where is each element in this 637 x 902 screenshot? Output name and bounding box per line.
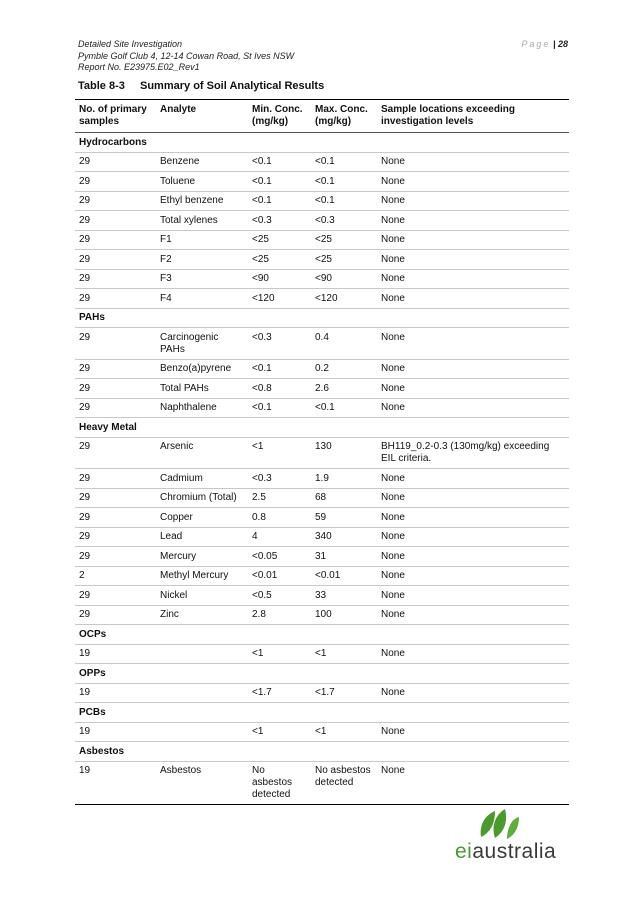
cell-min: <0.3 [248,469,311,489]
section-title: Asbestos [75,742,569,762]
table-row [75,289,569,309]
cell-analyte: Copper [156,508,248,528]
cell-samples: 19 [75,722,156,742]
table-row [75,722,569,742]
cell-exceedance: None [377,398,569,418]
cell-max: 0.2 [311,359,377,379]
cell-exceedance: None [377,722,569,742]
cell-exceedance: BH119_0.2-0.3 (130mg/kg) exceeding EIL criteria. [377,437,569,469]
section-row [75,308,569,328]
cell-min: <0.01 [248,566,311,586]
cell-analyte [156,683,248,703]
header-min-conc: Min. Conc. (mg/kg) [248,100,311,133]
cell-analyte: F4 [156,289,248,309]
cell-samples: 29 [75,398,156,418]
cell-exceedance: None [377,547,569,567]
cell-min: <25 [248,250,311,270]
cell-exceedance: None [377,469,569,489]
cell-samples: 29 [75,211,156,231]
cell-analyte: Benzene [156,152,248,172]
cell-samples: 29 [75,586,156,606]
cell-samples: 29 [75,379,156,399]
cell-exceedance: None [377,172,569,192]
table-row [75,328,569,360]
table-row [75,644,569,664]
cell-min: <120 [248,289,311,309]
cell-analyte: Nickel [156,586,248,606]
table-row [75,172,569,192]
cell-max: <25 [311,230,377,250]
cell-samples: 29 [75,469,156,489]
cell-analyte: Lead [156,527,248,547]
cell-analyte: Total xylenes [156,211,248,231]
cell-max: <0.1 [311,191,377,211]
table-row [75,359,569,379]
cell-samples: 29 [75,527,156,547]
cell-analyte: Asbestos [156,761,248,805]
logo-ei: ei [455,840,473,863]
cell-max: 0.4 [311,328,377,360]
section-row [75,703,569,723]
cell-analyte: Benzo(a)pyrene [156,359,248,379]
cell-analyte: Mercury [156,547,248,567]
table-row [75,152,569,172]
table-row [75,398,569,418]
cell-max: <120 [311,289,377,309]
cell-min: <0.1 [248,152,311,172]
cell-exceedance: None [377,379,569,399]
cell-max: <0.01 [311,566,377,586]
table-row [75,508,569,528]
section-title: OCPs [75,625,569,645]
eiaustralia-logo [455,805,565,865]
page-number [521,39,568,51]
cell-samples: 29 [75,328,156,360]
cell-analyte [156,644,248,664]
page-word: Page [521,39,551,49]
cell-exceedance: None [377,683,569,703]
cell-samples: 29 [75,508,156,528]
cell-analyte: Zinc [156,605,248,625]
cell-max: <1 [311,722,377,742]
table-title: Summary of Soil Analytical Results [140,80,325,92]
report-number: Report No. E23975.E02_Rev1 [78,62,200,72]
cell-min: <0.3 [248,211,311,231]
cell-min: No asbestos detected [248,761,311,805]
cell-min: 4 [248,527,311,547]
cell-exceedance: None [377,605,569,625]
cell-exceedance: None [377,250,569,270]
table-row [75,605,569,625]
section-row [75,664,569,684]
cell-max: <0.3 [311,211,377,231]
cell-min: <1.7 [248,683,311,703]
header-max-conc: Max. Conc. (mg/kg) [311,100,377,133]
cell-max: <0.1 [311,152,377,172]
cell-max: No asbestos detected [311,761,377,805]
section-title: PCBs [75,703,569,723]
section-row [75,625,569,645]
cell-max: <25 [311,250,377,270]
cell-min: <25 [248,230,311,250]
page-header [78,39,568,74]
cell-exceedance: None [377,191,569,211]
header-exceedances: Sample locations exceeding investigation levels [377,100,569,133]
table-row [75,230,569,250]
header-analyte: Analyte [156,100,248,133]
section-row [75,418,569,438]
section-title: OPPs [75,664,569,684]
cell-max: 31 [311,547,377,567]
table-header-row [75,100,569,133]
cell-exceedance: None [377,527,569,547]
cell-exceedance: None [377,586,569,606]
cell-samples: 29 [75,191,156,211]
cell-exceedance: None [377,644,569,664]
cell-analyte: Toluene [156,172,248,192]
table-row [75,250,569,270]
cell-max: <0.1 [311,398,377,418]
cell-min: <0.5 [248,586,311,606]
cell-analyte [156,722,248,742]
site-address: Pymble Golf Club 4, 12-14 Cowan Road, St Ives NSW [78,50,295,61]
cell-analyte: Carcinogenic PAHs [156,328,248,360]
table-body [75,133,569,805]
cell-min: 2.8 [248,605,311,625]
cell-analyte: F2 [156,250,248,270]
section-title: Heavy Metal [75,418,569,438]
section-row [75,133,569,153]
cell-max: 130 [311,437,377,469]
table-row [75,469,569,489]
cell-samples: 2 [75,566,156,586]
cell-analyte: F1 [156,230,248,250]
table-row [75,586,569,606]
table-row [75,211,569,231]
table-row [75,488,569,508]
table-row [75,566,569,586]
cell-exceedance: None [377,359,569,379]
cell-analyte: Naphthalene [156,398,248,418]
cell-samples: 29 [75,230,156,250]
cell-min: <90 [248,269,311,289]
cell-samples: 29 [75,605,156,625]
cell-exceedance: None [377,488,569,508]
cell-exceedance: None [377,508,569,528]
table-row [75,191,569,211]
table-row [75,683,569,703]
cell-exceedance: None [377,230,569,250]
table-row [75,761,569,805]
cell-max: <1 [311,644,377,664]
report-title: Detailed Site Investigation [78,39,183,49]
logo-rest: australia [472,840,557,863]
cell-exceedance: None [377,328,569,360]
cell-exceedance: None [377,761,569,805]
cell-analyte: Methyl Mercury [156,566,248,586]
table-number: Table 8-3 [78,80,125,92]
cell-samples: 19 [75,644,156,664]
cell-samples: 29 [75,152,156,172]
cell-analyte: Cadmium [156,469,248,489]
cell-max: 33 [311,586,377,606]
cell-samples: 29 [75,547,156,567]
section-title: Hydrocarbons [75,133,569,153]
header-samples: No. of primary samples [75,100,156,133]
cell-min: <0.8 [248,379,311,399]
cell-exceedance: None [377,566,569,586]
cell-max: <1.7 [311,683,377,703]
cell-max: <90 [311,269,377,289]
cell-analyte: Arsenic [156,437,248,469]
cell-min: <0.3 [248,328,311,360]
soil-results-table [75,99,569,805]
cell-samples: 29 [75,172,156,192]
cell-samples: 19 [75,761,156,805]
cell-samples: 29 [75,250,156,270]
table-row [75,437,569,469]
cell-max: 68 [311,488,377,508]
cell-min: <1 [248,722,311,742]
cell-min: <1 [248,437,311,469]
cell-max: 59 [311,508,377,528]
cell-min: <0.05 [248,547,311,567]
table-row [75,527,569,547]
cell-min: 0.8 [248,508,311,528]
page-number-value: | 28 [552,39,568,49]
cell-min: <0.1 [248,359,311,379]
cell-max: 2.6 [311,379,377,399]
cell-exceedance: None [377,211,569,231]
cell-analyte: Chromium (Total) [156,488,248,508]
cell-analyte: F3 [156,269,248,289]
cell-exceedance: None [377,152,569,172]
cell-min: <0.1 [248,172,311,192]
cell-min: <0.1 [248,398,311,418]
cell-analyte: Ethyl benzene [156,191,248,211]
logo-wordmark [455,840,556,864]
cell-samples: 29 [75,269,156,289]
cell-max: 1.9 [311,469,377,489]
cell-exceedance: None [377,289,569,309]
section-row [75,742,569,762]
cell-max: 340 [311,527,377,547]
cell-max: <0.1 [311,172,377,192]
cell-samples: 29 [75,359,156,379]
table-row [75,379,569,399]
cell-analyte: Total PAHs [156,379,248,399]
cell-exceedance: None [377,269,569,289]
cell-min: <0.1 [248,191,311,211]
cell-min: <1 [248,644,311,664]
leaf-icon [477,807,521,841]
table-row [75,269,569,289]
cell-samples: 29 [75,437,156,469]
cell-samples: 29 [75,488,156,508]
cell-samples: 19 [75,683,156,703]
cell-samples: 29 [75,289,156,309]
table-caption [78,80,324,92]
section-title: PAHs [75,308,569,328]
cell-min: 2.5 [248,488,311,508]
cell-max: 100 [311,605,377,625]
table-row [75,547,569,567]
